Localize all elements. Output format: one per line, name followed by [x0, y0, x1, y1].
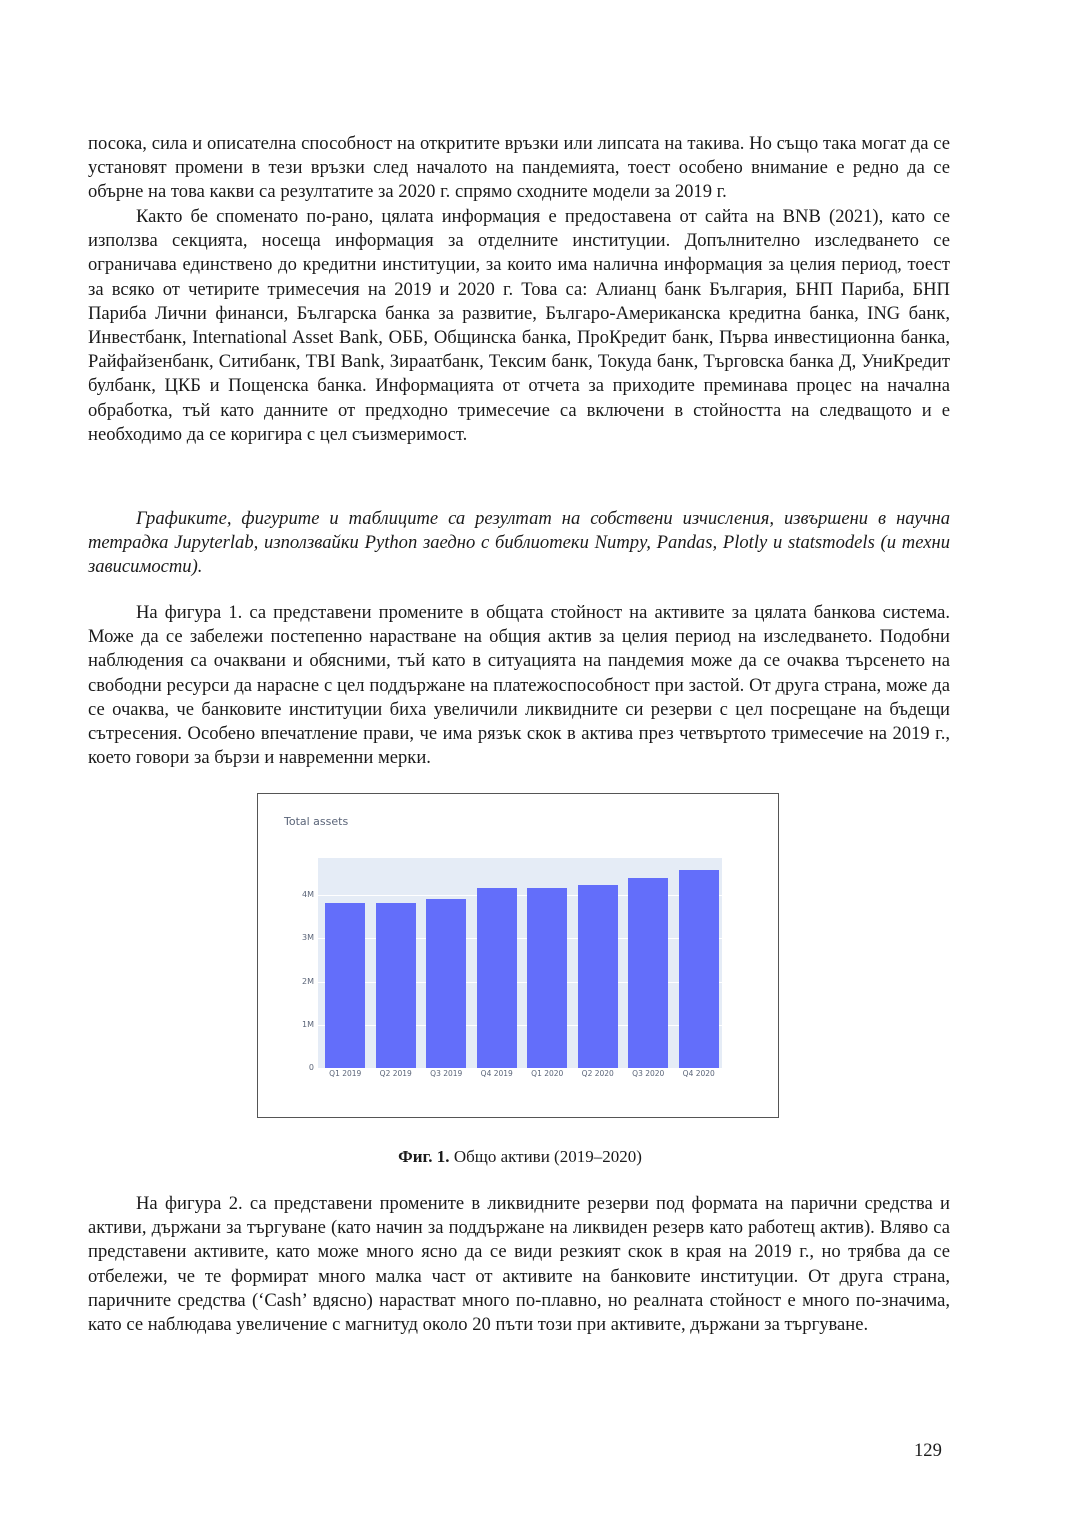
- paragraph-2: Както бе споменато по-рано, цялата информация е предоставена от сайта на BNB (2021), като се използва секцията, носеща информация за отделните институции. Допълнително изследването се ограничава единствено до кредитни институции, за които има налична информация за целия период, тоест за всяко от четирите тримесечия на 2019 и 2020 г. Това са: Алианц банк България, БНП Париба, БНП Париба Лични финанси, Българска банка за развитие, Българо-Американска кредитна банка, ING банк, Инвестбанк, International Asset Bank, ОББ, Общинска банка, ПроКредит банк, Първа инвестиционна банка, Райфайзенбанк, Ситибанк, TBI Bank, Зираатбанк, Тексим банк, Токуда банк, Търговска банка Д, УниКредит булбанк, ЦКБ и Пощенска банка. Информацията от отчета за приходите преминава процес на начална обработка, тъй като данните от предходно тримесечие са включени в стойността на следващото и е необходимо да се коригира с цел съизмеримост.: [88, 206, 950, 445]
- caption-label: Фиг. 1.: [398, 1147, 450, 1166]
- paragraph-3-note: Графиките, фигурите и таблиците са резултат на собствени изчисления, извършени в научна тетрадка Jupyterlab, използвайки Python заедно с библиотеки Numpy, Pandas, Plotly и statsmodels (и техни зависимости).: [88, 508, 950, 578]
- y-tick-label: 2M: [302, 976, 314, 986]
- y-tick-label: 0: [308, 1063, 314, 1072]
- bar-series: [318, 858, 722, 1068]
- y-tick-label: 3M: [302, 933, 314, 943]
- x-tick-label: Q4 2019: [480, 1069, 513, 1078]
- x-tick-label: Q3 2020: [632, 1069, 665, 1078]
- x-tick-label: Q2 2020: [581, 1069, 614, 1078]
- figure-1-chart: [257, 793, 779, 1118]
- caption-text: Общо активи (2019–2020): [449, 1147, 642, 1166]
- y-tick-label: 4M: [302, 890, 314, 900]
- x-tick-label: Q4 2020: [682, 1069, 715, 1078]
- x-tick-label: Q2 2019: [379, 1069, 412, 1078]
- bar: [376, 903, 416, 1068]
- chart-title: Total assets: [284, 815, 349, 828]
- bar: [477, 888, 517, 1068]
- x-tick-label: Q1 2020: [531, 1069, 564, 1078]
- bar: [325, 903, 365, 1068]
- y-tick-label: 1M: [302, 1019, 314, 1029]
- bar: [679, 870, 719, 1068]
- page-number: 129: [914, 1440, 942, 1461]
- paragraph-5: На фигура 2. са представени промените в ликвидните резерви под формата на парични средства и активи, държани за търгуване (като начин за поддържане на ликвиден резерв като работещ актив). Вляво са представени активите, като може много ясно да се види резкият скок в края на 2019 г., но трябва да се отбележи, че те формират много малка част от активите на банковите институции. От друга страна, паричните средства (‘Cash’ вдясно) нарастват много по-плавно, но реалната стойност е много по-значима, като се наблюдава увеличение с магнитуд около 20 пъти този при активите, държани за търгуване.: [88, 1193, 950, 1336]
- bar: [578, 885, 618, 1068]
- plot-area: [318, 858, 722, 1068]
- bar: [426, 899, 466, 1068]
- x-tick-label: Q3 2019: [430, 1069, 463, 1078]
- paragraph-1: посока, сила и описателна способност на откритите връзки или липсата на такива. Но също така могат да се установят промени в тези връзки след началото на пандемията, тоест особено внимание е редно да се обърне на това какви са резултатите за 2020 г. спрямо сходните модели за 2019 г.: [88, 133, 950, 203]
- figure-caption: [0, 1147, 1040, 1167]
- x-tick-label: Q1 2019: [329, 1069, 362, 1078]
- bar: [527, 888, 567, 1068]
- paragraph-4: На фигура 1. са представени промените в общата стойност на активите за цялата банкова система. Може да се забележи постепенно нарастване на общия актив за целия период на изследването. Подобни наблюдения са очаквани и обясними, тъй като в ситуацията на пандемия може да се очаква търсенето на свободни ресурси да нарасне с цел поддържане на платежоспособност при застой. От друга страна, може да се очаква, че банковите институции биха увеличили ликвидните си резерви с цел посрещане на бъдещи сътресения. Особено впечатление прави, че има рязък скок в актива през четвъртото тримесечие на 2019 г., което говори за бързи и навременни мерки.: [88, 602, 950, 769]
- bar: [628, 878, 668, 1068]
